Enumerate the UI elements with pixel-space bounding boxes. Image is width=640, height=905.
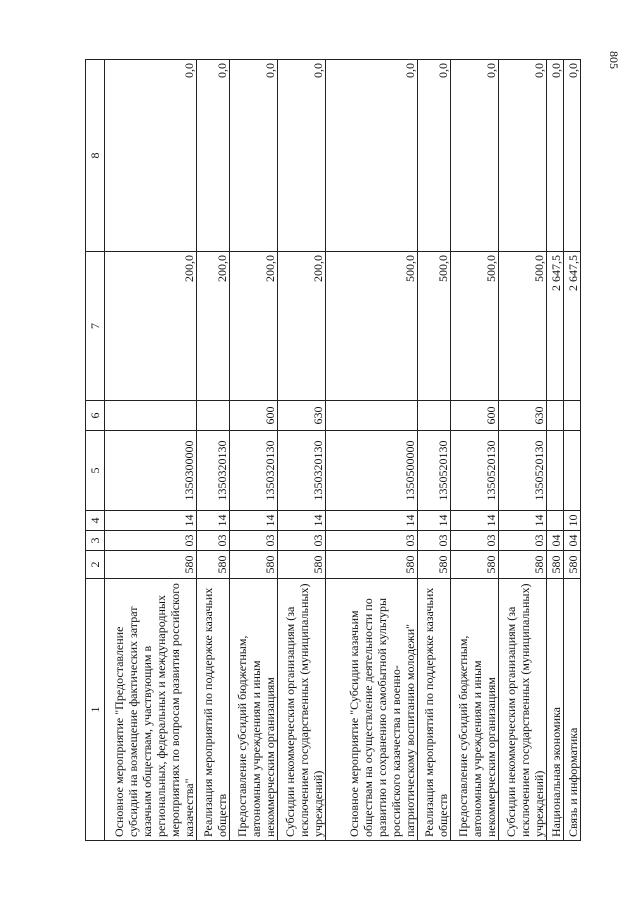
table-row bbox=[563, 60, 580, 841]
cell-col2: 580 bbox=[498, 551, 546, 579]
cell-col2: 580 bbox=[563, 551, 580, 579]
column-header: 7 bbox=[86, 252, 105, 401]
cell-col5: 1350520130 bbox=[450, 431, 498, 511]
cell-col2: 580 bbox=[417, 551, 450, 579]
cell-col8: 0,0 bbox=[277, 60, 325, 252]
cell-col3: 03 bbox=[277, 531, 325, 551]
cell-col4: 14 bbox=[325, 511, 417, 531]
cell-col3: 03 bbox=[196, 531, 229, 551]
column-header: 8 bbox=[86, 60, 105, 252]
table-row bbox=[546, 60, 563, 841]
cell-col8: 0,0 bbox=[229, 60, 277, 252]
rotated-page-content bbox=[85, 60, 581, 841]
cell-col3: 04 bbox=[563, 531, 580, 551]
cell-col2: 580 bbox=[277, 551, 325, 579]
cell-col6: 600 bbox=[450, 401, 498, 431]
cell-col2: 580 bbox=[229, 551, 277, 579]
table-row bbox=[105, 60, 197, 841]
column-header: 3 bbox=[86, 531, 105, 551]
cell-col3: 03 bbox=[450, 531, 498, 551]
budget-table bbox=[85, 59, 581, 841]
cell-col8: 0,0 bbox=[450, 60, 498, 252]
column-header: 2 bbox=[86, 551, 105, 579]
cell-col6: 600 bbox=[229, 401, 277, 431]
cell-col2: 580 bbox=[450, 551, 498, 579]
cell-col4: 14 bbox=[229, 511, 277, 531]
cell-col4 bbox=[546, 511, 563, 531]
budget-table-frame bbox=[85, 60, 581, 841]
table-row bbox=[450, 60, 498, 841]
cell-col5: 1350320130 bbox=[196, 431, 229, 511]
cell-col7: 200,0 bbox=[229, 252, 277, 401]
row-name-cell: Реализация мероприятий по поддержке казачьих обществ bbox=[417, 579, 450, 841]
cell-col3: 03 bbox=[105, 531, 197, 551]
cell-col7: 200,0 bbox=[277, 252, 325, 401]
table-row bbox=[277, 60, 325, 841]
cell-col7: 2 647,5 bbox=[563, 252, 580, 401]
cell-col6: 630 bbox=[277, 401, 325, 431]
cell-col4: 14 bbox=[105, 511, 197, 531]
cell-col8: 0,0 bbox=[498, 60, 546, 252]
cell-col5 bbox=[563, 431, 580, 511]
cell-col7: 200,0 bbox=[105, 252, 197, 401]
row-name-cell: Предоставление субсидий бюджетным, автономным учреждениям и иным некоммерческим организациям bbox=[229, 579, 277, 841]
table-row bbox=[196, 60, 229, 841]
row-name-cell: Национальная экономика bbox=[546, 579, 563, 841]
table-row bbox=[417, 60, 450, 841]
cell-col8: 0,0 bbox=[325, 60, 417, 252]
cell-col8: 0,0 bbox=[563, 60, 580, 252]
column-header: 5 bbox=[86, 431, 105, 511]
cell-col7: 500,0 bbox=[325, 252, 417, 401]
page-number: 805 bbox=[607, 51, 621, 69]
cell-col3: 03 bbox=[417, 531, 450, 551]
cell-col6: 630 bbox=[498, 401, 546, 431]
column-header: 4 bbox=[86, 511, 105, 531]
cell-col4: 14 bbox=[196, 511, 229, 531]
cell-col2: 580 bbox=[546, 551, 563, 579]
cell-col4: 10 bbox=[563, 511, 580, 531]
cell-col4: 14 bbox=[417, 511, 450, 531]
cell-col5: 1350520130 bbox=[498, 431, 546, 511]
cell-col8: 0,0 bbox=[417, 60, 450, 252]
cell-col2: 580 bbox=[105, 551, 197, 579]
cell-col5: 1350320130 bbox=[277, 431, 325, 511]
cell-col3: 03 bbox=[229, 531, 277, 551]
cell-col5: 1350500000 bbox=[325, 431, 417, 511]
row-name-cell: Основное мероприятие "Предоставление субсидий на возмещение фактических затрат казачьим обществам, участвующим в региональных, федеральных и международных мероприятиях по вопросам развития российского казачества" bbox=[105, 579, 197, 841]
cell-col3: 03 bbox=[498, 531, 546, 551]
cell-col4: 14 bbox=[450, 511, 498, 531]
cell-col2: 580 bbox=[325, 551, 417, 579]
cell-col6 bbox=[417, 401, 450, 431]
column-header: 6 bbox=[86, 401, 105, 431]
table-header-row bbox=[86, 60, 105, 841]
cell-col6 bbox=[325, 401, 417, 431]
cell-col6 bbox=[105, 401, 197, 431]
cell-col8: 0,0 bbox=[105, 60, 197, 252]
cell-col5: 1350520130 bbox=[417, 431, 450, 511]
cell-col7: 2 647,5 bbox=[546, 252, 563, 401]
cell-col6 bbox=[546, 401, 563, 431]
cell-col6 bbox=[563, 401, 580, 431]
cell-col5: 1350320130 bbox=[229, 431, 277, 511]
cell-col8: 0,0 bbox=[546, 60, 563, 252]
table-row bbox=[498, 60, 546, 841]
cell-col4: 14 bbox=[498, 511, 546, 531]
table-row bbox=[325, 60, 417, 841]
cell-col7: 500,0 bbox=[450, 252, 498, 401]
column-header: 1 bbox=[86, 579, 105, 841]
cell-col4: 14 bbox=[277, 511, 325, 531]
row-name-cell: Реализация мероприятий по поддержке казачьих обществ bbox=[196, 579, 229, 841]
row-name-cell: Субсидии некоммерческим организациям (за исключением государственных (муниципальных) учреждений) bbox=[498, 579, 546, 841]
cell-col8: 0,0 bbox=[196, 60, 229, 252]
row-name-cell: Основное мероприятие "Субсидии казачьим обществам на осуществление деятельности по развитию и сохранению самобытной культуры российского казачества и военно-патриотическому воспитанию молодежи" bbox=[325, 579, 417, 841]
cell-col5: 1350300000 bbox=[105, 431, 197, 511]
cell-col2: 580 bbox=[196, 551, 229, 579]
cell-col6 bbox=[196, 401, 229, 431]
cell-col7: 200,0 bbox=[196, 252, 229, 401]
row-name-cell: Связь и информатика bbox=[563, 579, 580, 841]
table-row bbox=[229, 60, 277, 841]
cell-col3: 04 bbox=[546, 531, 563, 551]
row-name-cell: Предоставление субсидий бюджетным, автономным учреждениям и иным некоммерческим организациям bbox=[450, 579, 498, 841]
cell-col7: 500,0 bbox=[498, 252, 546, 401]
row-name-cell: Субсидии некоммерческим организациям (за исключением государственных (муниципальных) учреждений) bbox=[277, 579, 325, 841]
cell-col7: 500,0 bbox=[417, 252, 450, 401]
cell-col5 bbox=[546, 431, 563, 511]
cell-col3: 03 bbox=[325, 531, 417, 551]
